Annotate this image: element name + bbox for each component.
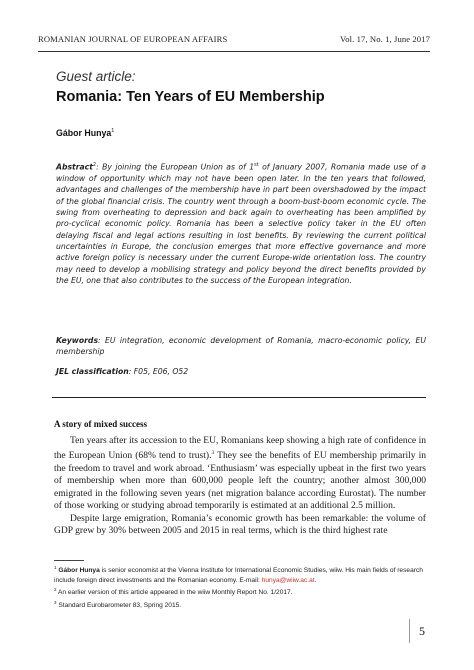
footnote-text: is senior economist at the Vienna Institute for International Economic Studies, wiiw. His main fields of research include foreign direct investments and the Romanian economy. E-mail: [54, 567, 423, 584]
header-rule [38, 51, 430, 52]
abstract-text: of January 2007, Romania made use of a window of opportunity which may not have been open later. In the ten years that followed, advantages and challenges of the membership have in part been overshadowed by the impact of the global financial crisis. The country went through a boom-bust-boom economic cycle. The swing from overheating to depression and back again to overheating has been amplified by pro-cyclical economic policy. Romania has been a selective policy taker in the EU often delaying fiscal and legal actions resulting in lost benefits. By reviewing the current political uncertainties in Europe, the conclusion emerges that more effective governance and more active foreign policy is necessary under the current Europe-wide orientation loss. The country may need to develop a mobilising strategy and policy beyond the direct benefits provided by the EU, one that also contributes to the success of the European integration. [56, 162, 426, 285]
body-text: Despite large emigration, Romania’s economic growth has been remarkable: the volume of GDP grew by 30% between 2005 and 2015 in real terms, which is the third highest rate [54, 513, 426, 537]
body-text: They see the benefits of EU membership primarily in the freedom to travel and work abroad. ‘Enthusiasm’ was especially upbeat in the first two years of membership when more than 600,000 people left the country; another almost 300,000 emigrated in the following seven years (net migration balance according Eurostat). The number of those working or studying abroad temporarily is estimated at an additional 2.5 million. [54, 450, 427, 512]
jel-label: JEL classification [56, 367, 129, 376]
footnote-1 [54, 563, 434, 585]
footnote-author: Gábor Hunya [58, 567, 100, 575]
author-email-link[interactable]: hunya@wiiw.ac.at [261, 576, 315, 584]
issue-info: Vol. 17, No. 1, June 2017 [340, 34, 430, 44]
footnote-number: 2 [54, 587, 57, 593]
footnote-text: . [314, 576, 317, 584]
footnotes [54, 563, 434, 611]
running-head [38, 34, 430, 50]
abstract [56, 160, 426, 286]
guest-article-label: Guest article: [56, 69, 136, 84]
body-text: Ten years after its accession to the EU, Romanians keep showing a high rate of confidence in the European Union (68% tend to trust). [54, 435, 426, 462]
abstract-text-start: : By joining the European Union as of 1 [96, 162, 255, 172]
footnote-rule [54, 560, 84, 561]
journal-name: ROMANIAN JOURNAL OF EUROPEAN AFFAIRS [38, 34, 228, 44]
footnote-2 [54, 585, 434, 598]
keywords [56, 335, 426, 358]
footnote-number: 3 [54, 600, 57, 606]
footnote-number: 1 [54, 565, 57, 570]
footnote-text: An earlier version of this article appeared in the wiiw Monthly Report No. 1/2017. [56, 589, 293, 597]
section-divider [52, 397, 426, 398]
article-title: Romania: Ten Years of EU Membership [56, 89, 325, 105]
jel-text: : F05, E06, O52 [128, 367, 189, 376]
author-name [56, 128, 114, 138]
author-text: Gábor Hunya [56, 128, 112, 138]
author-footnote-ref[interactable]: 1 [111, 128, 115, 135]
abstract-ordinal: st [254, 162, 259, 168]
body-paragraph [54, 435, 426, 513]
section-heading: A story of mixed success [54, 419, 147, 429]
page-number: 5 [419, 624, 425, 638]
abstract-footnote-ref[interactable]: 2 [92, 162, 97, 168]
footnote-text: Standard Eurobarometer 83, Spring 2015. [56, 602, 182, 610]
keywords-label: Keywords [56, 336, 99, 345]
keywords-text: : EU integration, economic development of Romania, macro-economic policy, EU membership [56, 336, 426, 357]
footnote-3 [54, 598, 434, 611]
body-footnote-ref[interactable]: 3 [211, 450, 215, 457]
abstract-label: Abstract [56, 162, 93, 172]
page-number-rule [409, 619, 410, 643]
body-paragraph [54, 513, 426, 538]
jel-classification [56, 367, 426, 376]
